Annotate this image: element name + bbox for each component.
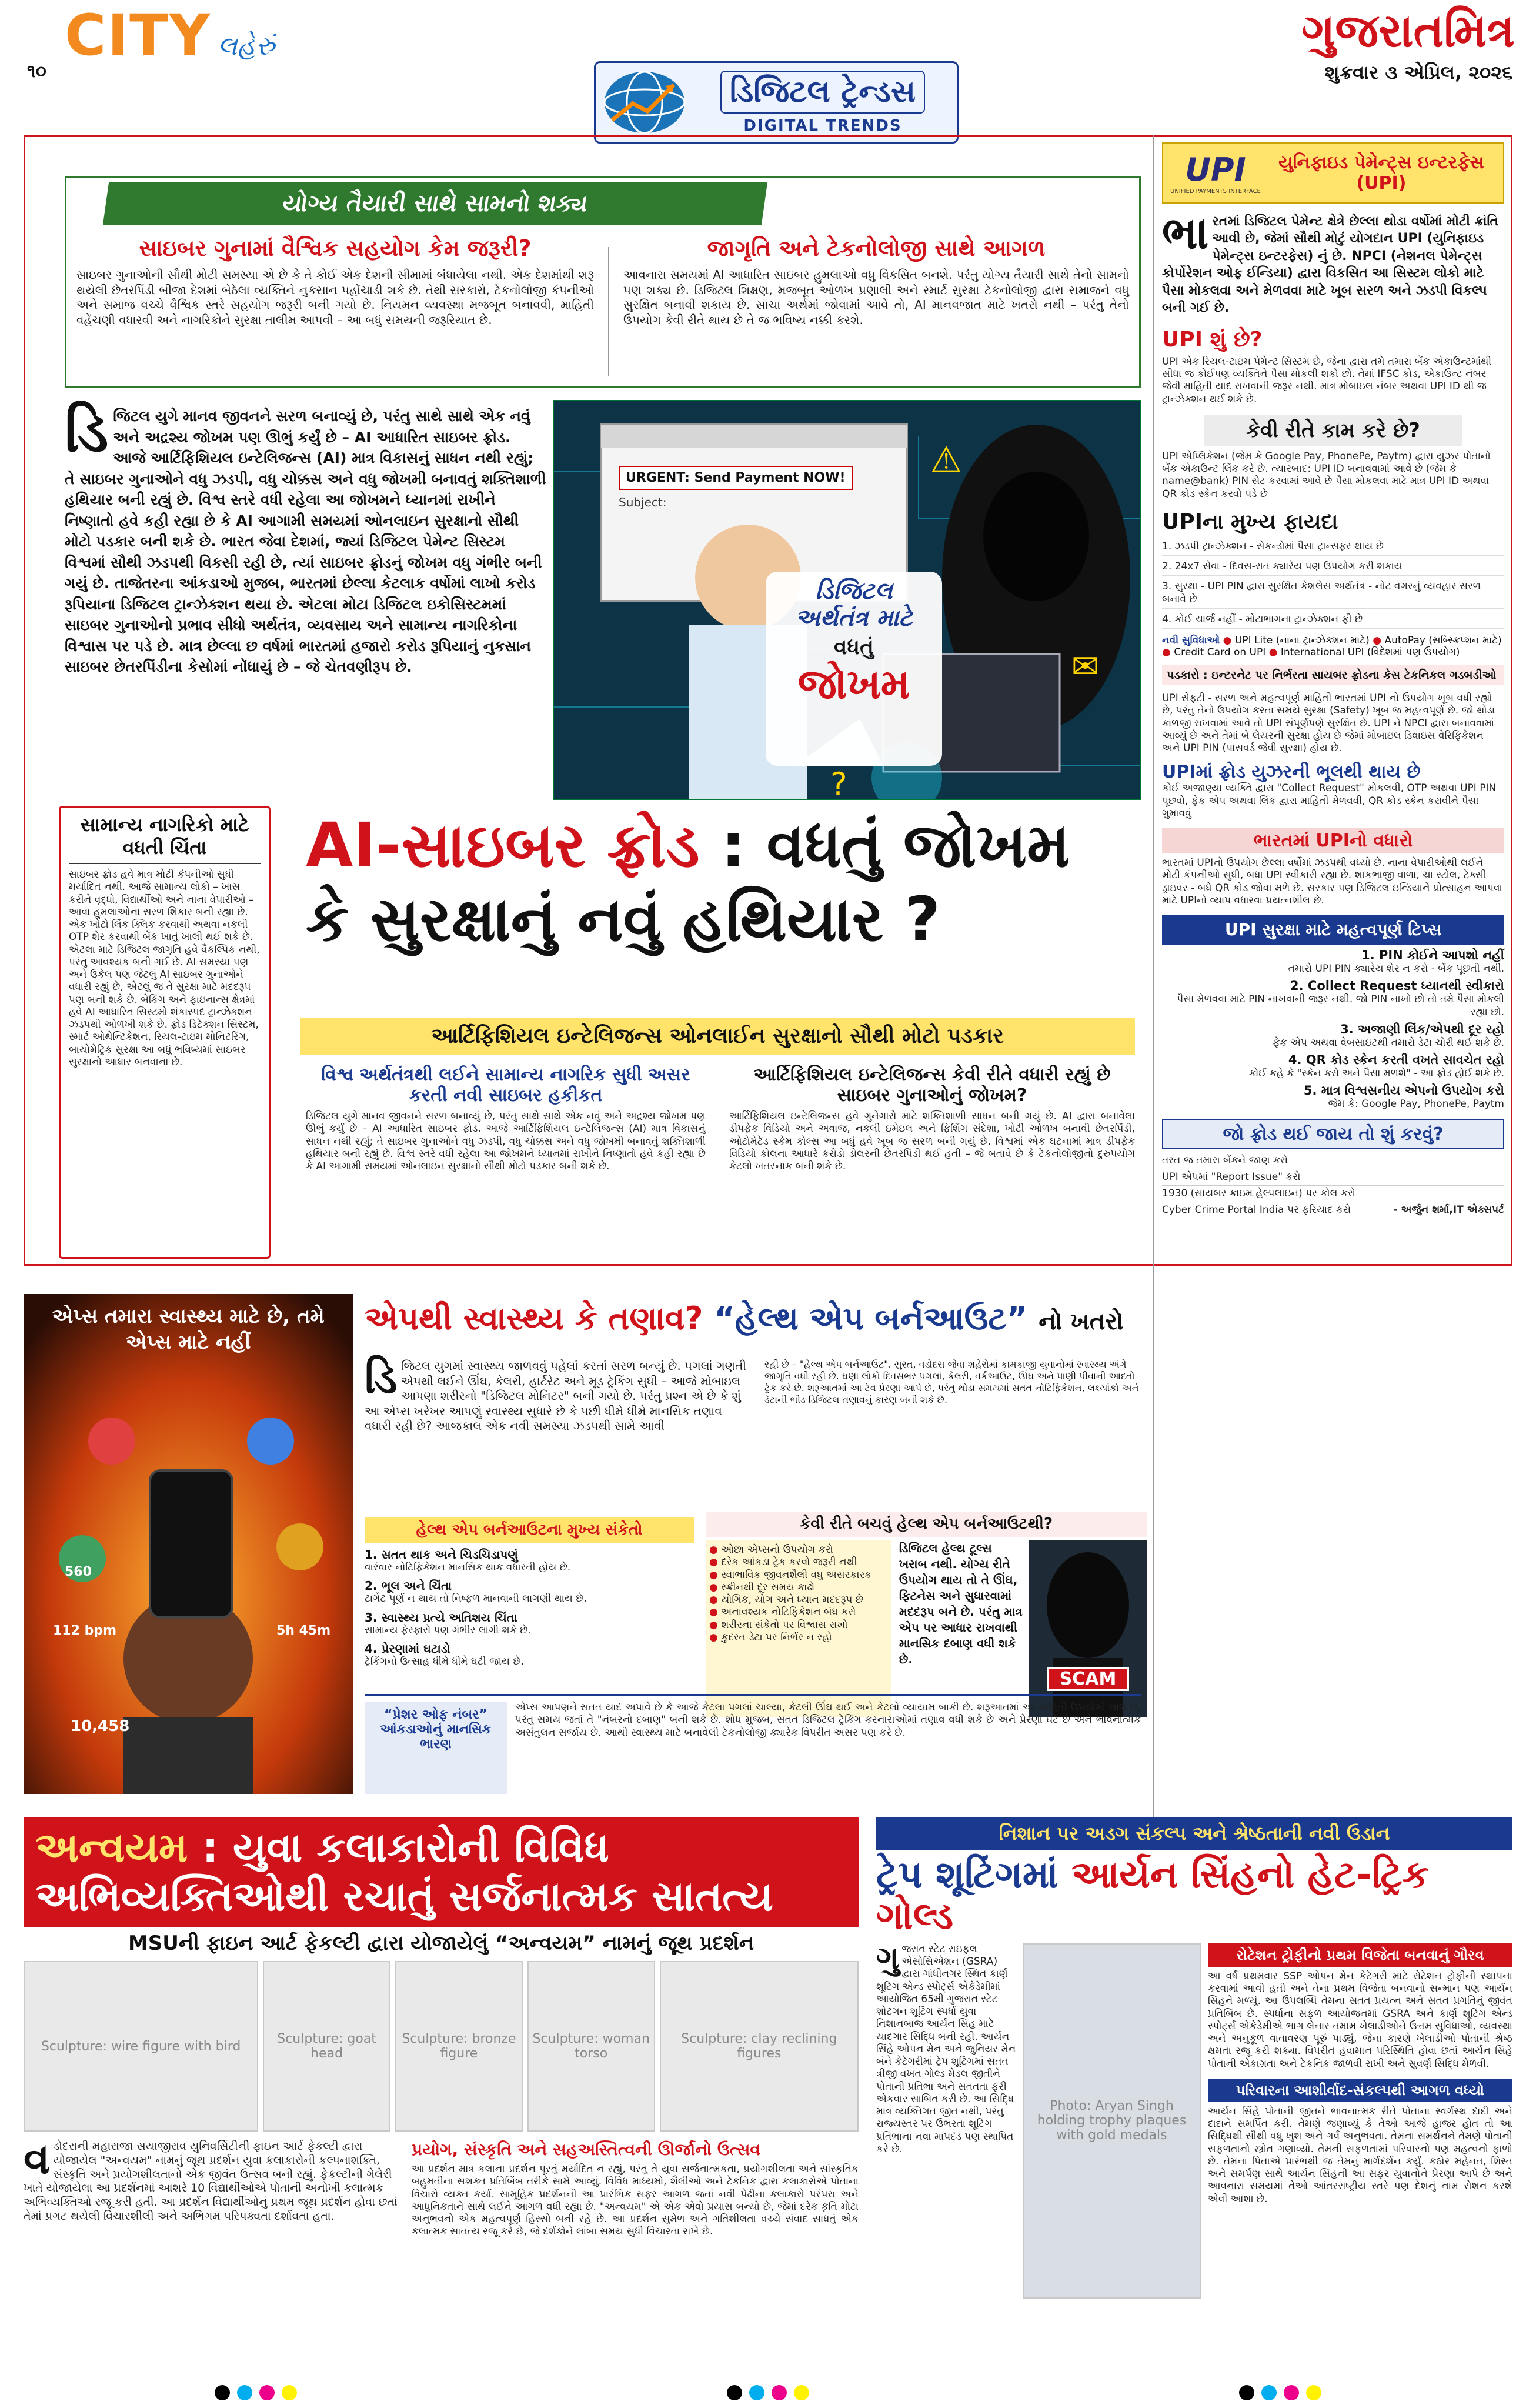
sign-item: 4. પ્રેરણામાં ઘટાડો ટ્રેકિંગનો ઉત્સાહ ધીમે ધીમે ઘટી જાય છે. — [365, 1641, 524, 1667]
health-body-left: ડિ જિટલ યુગમાં સ્વાસ્થ્ય જાળવવું પહેલાં કરતાં સરળ બન્યું છે. પગલાં ગણતી એપથી લઈને ઊંઘ, કેલરી, હાર્ટરેટ અને મૂડ ટ્રેકિંગ સુધી – આજે મોબાઇલ આપણા શરીરનો "ડિજિટલ મોનિટર" બની ગયો છે. પરંતુ પ્રશ્ન એ છે કે શું આ એપ્સ ખરેખર આપણું સ્વાસ્થ્ય સુધારે છે કે પછી ધીમે ધીમે માનસિક તણાવ વધારી રહી છે? આજકાલ એક નવી સમસ્યા ઝડપથી સામે આવી — [365, 1353, 747, 1433]
shooting-body: ગુ જરાત સ્ટેટ રાઇફલ એસોસિએશન (GSRA) દ્વારા ગાંધીનગર સ્થિત કાર્ણ શૂટિંગ એન્ડ સ્પોર્ટ્સ એકેડેમીમાં આયોજિત 65મી ગુજરાત સ્ટેટ શોટગન શૂટિંગ સ્પર્ધા યુવા નિશાનબાજ આર્યન સિંહ માટે યાદગાર સિદ્ધિ બની રહી. આર્યન સિંહે ઓપન મેન અને જુનિયર મેન બંને કેટેગરીમાં ટ્રેપ શૂટિંગમાં સતત ત્રીજી વખત ગોલ્ડ મેડલ જીતીને પોતાની પ્રતિભા અને સતતતા ફરી એકવાર સાબિત કરી છે. આ સિદ્ધિ માત્ર વ્યક્તિગત જીત નથી, પરંતુ રાજ્યસ્તર પર ઉભરતા શૂટિંગ પ્રતિભાના નવા માપદંડ પણ સ્થાપિત કરે છે. — [876, 1939, 1016, 2155]
stat-steps: 10,458 — [71, 1717, 130, 1735]
masthead — [0, 0, 1536, 135]
list-item: તરત જ તમારા બેંકને જાણ કરો — [1162, 1153, 1504, 1169]
col1-text: સાઇબર ગુનાઓની સૌથી મોટી સમસ્યા એ છે કે તે કોઈ એક દેશની સીમામાં બંધાયેલા નથી. એક દેશમાંથી શરૂ થયેલી છેતરપિંડી બીજા દેશમાં બેઠેલા વ્યક્તિને નુકસાન પહોંચાડી શકે છે. તેથી સરકારો, ટેકનોલોજી કંપનીઓ અને સમાજ વચ્ચે વૈશ્વિક સ્તરે સહયોગ જરૂરી બની ગયો છે. નિયમન વ્યવસ્થા મજબૂત બનાવવી, માહિતી વહેંચણી વધારવી અને નાગરિકોને સુરક્ષા તાલીમ આપવી – આ બધું સમયની જરૂરિયાત છે. — [76, 268, 594, 327]
upi-header — [1162, 142, 1504, 204]
art-subhead: MSUની ફાઇન આર્ટ ફેકલ્ટી દ્વારા યોજાયેલું “અન્વયમ” નામનું જૂથ પ્રદર્શન — [128, 1932, 754, 1955]
list-item: ● યોગિક, યોગ અને ધ્યાન મદદરૂપ છે — [709, 1594, 887, 1606]
health-avoid: કેવી રીતે બચવું હેલ્થ એપ બર્નઆઉટથી? ● ઓછા એપ્સનો ઉપયોગ કરો ● દરેક આંકડા ટ્રેક કરવો જરૂરી નથી ● સ્વાભાવિક જીવનશૈલી વધુ અસરકારક ● સ્ક્રીનથી દૂર સમય કાઢો ● યોગિક, યોગ અને ધ્યાન મદદરૂપ છે ● અનાવશ્યક નોટિફિકેશન બંધ કરો ● શરીરના સંકેતો પર વિશ્વાસ રાખો ● કુદરત ડેટા પર નિર્ભર ન રહો ડિજિટલ હેલ્થ ટૂલ્સ ખરાબ નથી. યોગ્ય રીતે ઉપયોગ થાય તો તે ઊંઘ, ફિટનેસ અને સુધારવામાં મદદરૂપ બને છે. પરંતુ માત્ર એપ પર આધાર રાખવાથી માનસિક દબાણ વધી શકે છે. SCAM — [706, 1512, 1147, 1717]
svg-text:?: ? — [830, 766, 847, 800]
upi-title: યુનિફાઇડ પેમેન્ટ્સ ઇન્ટરફેસ (UPI) — [1278, 152, 1484, 194]
col2-text: આવનારા સમયમાં AI આધારિત સાઇબર હુમલાઓ વધુ વિકસિત બનશે. પરંતુ યોગ્ય તૈયારી સાથે તેનો સામનો પણ શક્ય છે. ડિજિટલ શિક્ષણ, મજબૂત ઓળખ પ્રણાલી અને સ્માર્ટ સુરક્ષા ટેકનોલોજી દ્વારા સમાજને વધુ સુરક્ષિત બનાવી શકાય છે. સાચા અર્થમાં જોવામાં આવે તો, AI માનવજાત માટે ખતરો નથી – પરંતુ તેનો ઉપયોગ કેવી રીતે થાય છે તે જ ભવિષ્ય નક્કી કરશે. — [623, 268, 1129, 327]
health-note: ડિજિટલ હેલ્થ ટૂલ્સ ખરાબ નથી. યોગ્ય રીતે ઉપયોગ થાય તો તે ઊંઘ, ફિટનેસ અને સુધારવામાં મદદરૂપ બને છે. પરંતુ માત્ર એપ પર આધાર રાખવાથી માનસિક દબાણ વધી શકે છે. — [899, 1541, 1023, 1666]
upi-logo-sub: UNIFIED PAYMENTS INTERFACE — [1170, 188, 1261, 195]
intro-text: જિટલ યુગે માનવ જીવનને સરળ બનાવ્યું છે, પરંતુ સાથે સાથે એક નવું અને અદ્રશ્ય જોખમ પણ ઊભું કર્યું છે – AI આધારિત સાઇબર ફ્રોડ. આજે આર્ટિફિશિયલ ઇન્ટેલિજન્સ (AI) માત્ર વિકાસનું સાધન નથી રહ્યું; તે સાઇબર ગુનાઓને વધુ ઝડપી, વધુ ચોક્કસ અને વધુ જોખમી બનાવતું શક્તિશાળી હથિયાર બની રહ્યું છે. વિશ્વ સ્તરે વધી રહેલા આ જોખમને ધ્યાનમાં રાખીને નિષ્ણાતો હવે કહી રહ્યા છે કે AI આગામી સમયમાં ઓનલાઇન સુરક્ષાનો સૌથી મોટો પડકાર બની શકે છે. ભારત જેવા દેશમાં, જ્યાં ડિજિટલ પેમેન્ટ સિસ્ટમ વિશ્વમાં સૌથી ઝડપથી વિકસી રહી છે, ત્યાં સાઇબર ફ્રોડનું જોખમ વધુ ગંભીર બની ગયું છે. તાજેતરના આંકડાઓ મુજબ, ભારતમાં છેલ્લા કેટલાક વર્ષોમાં લાખો કરોડ રૂપિયાના ડિજિટલ ટ્રાન્ઝેક્શન થયા છે. એટલા મોટા ડિજિટલ ઇકોસિસ્ટમમાં સાઇબર ગુનાઓનો પ્રભાવ સીધો અર્થતંત્ર, વ્યવસાય અને સામાન્ય નાગરિકોના વિશ્વાસ પર પડે છે. માત્ર છેલ્લા છ વર્ષમાં ભારતમાં હજારો કરોડ રૂપિયાનું નુકસાન સાઇબર છેતરપિંડીના કેસોમાં નોંધાયું છે – જે ચેતવણીરૂપ છે. — [65, 408, 546, 675]
column-title-en: DIGITAL TRENDS — [743, 116, 902, 135]
sculpture-photo: Sculpture: bronze figure — [395, 1961, 523, 2132]
upi-how-text: UPI એપ્લિકેશન (જેમ કે Google Pay, PhonePe, Paytm) દ્વારા યુઝર પોતાનો બેંક એકાઉન્ટ લિંક કરે છે. ત્યારબાદ: UPI ID બનાવવામાં આવે છે (જેમ કે name@bank) PIN સેટ કરવામાં આવે છે પૈસા મોકલવા માટે માત્ર UPI ID અથવા QR કોડ સ્કેન કરવો પડે છે — [1162, 450, 1491, 500]
list-item: Cyber Crime Portal India પર ફરિયાદ કરો - અર્જુન શર્મા,IT એક્સપર્ટ — [1162, 1204, 1504, 1216]
top-banner: યોગ્ય તૈયારી સાથે સામનો શક્ય — [103, 182, 767, 225]
art-section — [24, 1817, 859, 2347]
art-sub2: પ્રયોગ, સંસ્કૃતિ અને સહઅસ્તિત્વની ઊર્જાનો ઉત્સવ આ પ્રદર્શન માત્ર કલાના પ્રદર્શન પૂરતું મર્યાદિત ન રહ્યું, પરંતુ તે યુવા સર્જનાત્મકતા, પ્રયોગશીલતા અને સાંસ્કૃતિક બહુમતીના સશક્ત પ્રતિબિંબ તરીકે સામે આવ્યું. વિવિધ માધ્યમો, શૈલીઓ અને ટેકનિક દ્વારા કલાકારોએ પોતાના વિચારો વ્યક્ત કર્યા. સામૂહિક પ્રદર્શનની આ પ્રારંભિક સફર આગળ જતાં નવી પેઢીના કલાકારો પરંપરા અને આધુનિકતાને સાથે લઈને આગળ વધી રહ્યા છે. "અન્વયમ" એ એક એવો પ્રયાસ બન્યો છે, જેમાં દરેક કૃતિ મોટા અનુભવનો એક મહત્વપૂર્ણ હિસ્સો બની રહે છે. આ પ્રદર્શન સુમેળ અને ગતિશીલતા વચ્ચે સંવાદ સાધતું એક કલાત્મક સાતત્ય રજૂ કરે છે, જે દર્શકોને લાંબા સમય સુધી વિચારતા રાખે છે. — [412, 2140, 859, 2238]
registration-strip — [0, 2382, 1536, 2406]
tip: 2. Collect Request ધ્યાનથી સ્વીકારો પૈસા મેળવવા માટે PIN નાખવાની જરૂર નથી. જો PIN નાખો છો તો તમે પૈસા મોકલી રહ્યા છો. — [1177, 979, 1504, 1018]
column-banner — [594, 61, 959, 144]
scam-graphic — [1029, 1540, 1147, 1717]
scam-label: SCAM — [1047, 1667, 1129, 1691]
svg-text:⚠: ⚠ — [930, 439, 962, 481]
shooting-section: નિશાન પર અડગ સંકલ્પ અને શ્રેષ્ઠતાની નવી ઉડાન ટ્રેપ શૂટિંગમાં આર્યન સિંહનો હેટ-ટ્રિક ગોલ્ડ ગુ જરાત સ્ટેટ રાઇફલ એસોસિએશન (GSRA) દ્વારા ગાંધીનગર સ્થિત કાર્ણ શૂટિંગ એન્ડ સ્પોર્ટ્સ એકેડેમીમાં આયોજિત 65મી ગુજરાત સ્ટેટ શોટગન શૂટિંગ સ્પર્ધા યુવા નિશાનબાજ આર્યન સિંહ માટે યાદગાર સિદ્ધિ બની રહી. આર્યન સિંહે ઓપન મેન અને જુનિયર મેન બંને કેટેગરીમાં ટ્રેપ શૂટિંગમાં સતત ત્રીજી વખત ગોલ્ડ મેડલ જીતીને પોતાની પ્રતિભા અને સતતતા ફરી એકવાર સાબિત કરી છે. આ સિદ્ધિ માત્ર વ્યક્તિગત જીત નથી, પરંતુ રાજ્યસ્તર પર ઉભરતા શૂટિંગ પ્રતિભાના નવા માપદંડ પણ સ્થાપિત કરે છે. Photo: Aryan Singh holding trophy plaques with gold medals રોટેશન ટ્રોફીનો પ્રથમ વિજેતા બનવાનું ગૌરવ આ વર્ષ પ્રથમવાર SSP ઓપન મેન કેટેગરી માટે રોટેશન ટ્રોફીની સ્થાપના કરવામાં આવી હતી અને તેના પ્રથમ વિજેતા બનવાનો સન્માન પણ આર્યન સિંહને મળ્યું. આ ઉપલબ્ધિ તેમના સતત પ્રયત્ન અને સતત પ્રગતિનું જીવંત પ્રતિબિંબ છે. સ્પર્ધાના સફળ આયોજનમાં GSRA અને કાર્ણ શૂટિંગ એન્ડ સ્પોર્ટ્સ એકેડેમીએ ભાગ લેનાર તમામ ખેલાડીઓને ઉત્તમ સુવિધાઓ, વ્યવસ્થા અને અનુકૂળ વાતાવરણ પૂરું પાડ્યું, જેના કારણે ખેલાડીઓ પોતાની શ્રેષ્ઠ ક્ષમતા રજૂ કરી શક્યા. વિપરીત હવામાન પરિસ્થિતિ હોવા છતાં આર્યન સિંહે પોતાની એકાગ્રતા અને ટેકનિક જાળવી રાખી અને સુવર્ણ સિદ્ધિ મેળવી. પરિવારના આશીર્વાદ-સંકલ્પથી આગળ વધ્યો આર્યન સિંહે પોતાની જીતને ભાવનાત્મક રીતે પોતાના સ્વર્ગસ્થ દાદી અને દાદાને સમર્પિત કરી. તેમણે જણાવ્યું કે તેઓ આજે હાજર હોત તો આ સિદ્ધિથી સૌથી વધુ ખુશ અને ગર્વ અનુભવતા. તેમના સમર્થનને તેમણે પોતાની સફળતાનો સ્ત્રોત ગણાવ્યો. તેમની સફળતામાં પરિવારનો પણ મહત્વનો ફાળો છે. તેમના પિતાએ પ્રારંભથી જ તેમનું માર્ગદર્શન કર્યું. કઠોર મહેનત, શિસ્ત અને સમર્પણ સાથે આર્યન સિંહની આ સફર યુવાનોને પ્રેરણા આપે છે અને આવનારા સમયમાં તેઓ આંતરરાષ્ટ્રીય સ્તરે પણ દેશનું નામ રોશન કરશે એવી આશા છે. — [876, 1817, 1512, 2347]
upi-growth-heading: ભારતમાં UPIનો વધારો — [1162, 828, 1504, 853]
health-image-caption: એપ્સ તમારા સ્વાસ્થ્ય માટે છે, તમે એપ્સ માટે નહીં — [52, 1305, 325, 1355]
upi-if-fraud-list — [1162, 1153, 1504, 1219]
sign-item: 1. સતત થાક અને ચિડચિડાપણું વારંવાર નોટિફિકેશન માનસિક થાક વધારતી હોય છે. — [365, 1547, 571, 1573]
headline-red: AI-સાઇબર ફ્રોડ — [306, 809, 700, 881]
registration-dots — [1236, 2385, 1325, 2403]
pressure-box: “પ્રેશર ઓફ નંબર” આંકડાઓનું માનસિક ભારણ એપ્સ આપણને સતત યાદ અપાવે છે કે આજે કેટલા પગલાં ચાલ્યા, કેટલી ઊંઘ થઈ અને કેટલો વ્યાયામ બાકી છે. શરૂઆતમાં આ માહિતી ઉપયોગી લાગે છે, પરંતુ સમય જતાં તે "નંબરનો દબાણ" બની શકે છે. શોધ મુજબ, સતત ડિજિટલ ટ્રેકિંગ કરનારાઓમાં તણાવ વધી શકે છે અને પ્રેરણા ઘટે છે અને ભાવનાત્મક અસંતુલન સર્જાય છે. આથી સ્વાસ્થ્ય માટે બનાવેલી ટેકનોલોજી ક્યારેક વિપરીત અસર પણ કરે છે. — [365, 1694, 1141, 1794]
common-citizens-box — [59, 806, 271, 1259]
upi-safety: UPI સેફ્ટી - સરળ અને મહત્વપૂર્ણ માહિતી ભારતમાં UPI નો ઉપયોગ ખૂબ વધી રહ્યો છે, પરંતુ તેનો ઉપયોગ કરતા સમયે સુરક્ષા (Safety) ખૂબ જ મહત્વપૂર્ણ છે. જો થોડા કાળજી રાખવામાં આવે તો UPI સંપૂર્ણપણે સુરક્ષિત છે. UPI ને NPCI દ્વારા બનાવવામાં આવ્યું છે અને તેમાં બે લેયરની સુરક્ષા હોય છે જેમાં મોબાઇલ ડિવાઇસ વેરિફિકેશન અને UPI PIN (પાસવર્ડ જેવી સુરક્ષા) હોય છે. — [1162, 692, 1495, 755]
col-global-cooperation — [76, 235, 594, 328]
stat-sleep: 5h 45m — [276, 1623, 331, 1638]
upi-tips-heading: UPI સુરક્ષા માટે મહત્વપૂર્ણ ટિપ્સ — [1162, 915, 1504, 945]
registration-dots — [723, 2385, 813, 2403]
col-awareness — [623, 235, 1129, 328]
upi-benefits-heading: UPIના મુખ્ય ફાયદા — [1162, 509, 1338, 534]
hero-image — [553, 400, 1141, 800]
email-subject: URGENT: Send Payment NOW! — [619, 466, 853, 490]
health-signs: હેલ્થ એપ બર્નઆઉટના મુખ્ય સંકેતો 1. સતત થાક અને ચિડચિડાપણું વારંવાર નોટિફિકેશન માનસિક થાક વધારતી હોય છે. 2. ભૂલ અને ચિંતા ટાર્ગેટ પૂર્ણ ન થાય તો નિષ્ફળ માનવાની લાગણી થાય છે. 3. સ્વાસ્થ્ય પ્રત્યે અતિશય ચિંતા સામાન્ય ફેરફારો પણ ગંભીર લાગી શકે છે. 4. પ્રેરણામાં ઘટાડો ટ્રેકિંગનો ઉત્સાહ ધીમે ધીમે ઘટી જાય છે. — [365, 1517, 694, 1668]
col1-heading: સાઇબર ગુનામાં વૈશ્વિક સહયોગ કેમ જરૂરી? — [139, 235, 532, 261]
main-headline — [306, 809, 1141, 956]
sculpture-photo: Sculpture: wire figure with bird — [24, 1961, 258, 2132]
intro-article — [65, 399, 547, 678]
upi-column — [1153, 135, 1512, 1817]
stat-heart: 112 bpm — [53, 1623, 117, 1638]
upi-new-features: નવી સુવિધાઓ ● UPI Lite (નાના ટ્રાન્ઝેક્શન માટે) ● AutoPay (સબ્સ્ક્રિપ્શન માટે) ● Credit Card on UPI ● International UPI (વિદેશમાં પણ ઉપયોગ) — [1162, 635, 1504, 658]
issue-date: શુક્રવાર ૩ એપ્રિલ, ૨૦૨૬ — [1324, 61, 1512, 84]
aryan-photo: Photo: Aryan Singh holding trophy plaques with gold medals — [1023, 1943, 1201, 2299]
tip: 4. QR કોડ સ્કેન કરતી વખતે સાવચેત રહો કોઈ કહે કે "સ્કેન કરો અને પૈસા મળશે" - આ ફ્રોડ હોઈ શકે છે. — [1248, 1053, 1504, 1080]
tip: 3. અજાણી લિંક/એપથી દૂર રહો ફેક એપ અથવા વેબસાઇટથી તમારો ડેટા ચોરી થઈ શકે છે. — [1273, 1022, 1504, 1049]
upi-if-fraud-heading: જો ફ્રોડ થઈ જાય તો શું કરવું? — [1162, 1119, 1504, 1149]
health-title: એપથી સ્વાસ્થ્ય કે તણાવ? “હેલ્થ એપ બર્નઆઉટ” નો ખતરો — [365, 1300, 1124, 1337]
list-item: ● સ્વાભાવિક જીવનશૈલી વધુ અસરકારક — [709, 1569, 887, 1582]
col2-heading: જાગૃતિ અને ટેકનોલોજી સાથે આગળ — [707, 235, 1046, 261]
headline-strap: આર્ટિફિશિયલ ઇન્ટેલિજન્સ ઓનલાઈન સુરક્ષાનો સૌથી મોટો પડકાર — [300, 1018, 1135, 1055]
upi-challenges: પડકારો : ઇન્ટરનેટ પર નિર્ભરતા સાયબર ફ્રોડના કેસ ટેકનિકલ ગડબડીઓ — [1162, 665, 1504, 685]
paper-name: ગુજરાતમિત્ર — [1301, 5, 1515, 58]
health-body-right: રહી છે – "હેલ્થ એપ બર્નઆઉટ". સુરત, વડોદરા જેવા શહેરોમાં કામકાજી યુવાનોમાં સ્વાસ્થ્ય અંગે જાગૃતિ વધી રહી છે. ઘણા લોકો દિવસભર પગલાં, કેલરી, વર્કઆઉટ, ઊંઘ અને પાણી પીવાની આદતો ટ્રેક કરે છે. શરૂઆતમાં આ ટેવ પ્રેરણા આપે છે, પરંતુ થોડા સમયમાં સતત નોટિફિકેશન, લક્ષ્યાંકો અને ડેટાની ભીડ ડિજિટલ તણાવનું કારણ બની શકે છે. — [764, 1359, 1139, 1405]
sign-item: 2. ભૂલ અને ચિંતા ટાર્ગેટ પૂર્ણ ન થાય તો નિષ્ફળ માનવાની લાગણી થાય છે. — [365, 1579, 587, 1605]
page-number: ૧૦ — [27, 61, 46, 82]
column-title-gu: ડિજિટલ ટ્રેન્ડસ — [720, 71, 925, 114]
sculpture-photo: Sculpture: goat head — [263, 1961, 390, 2132]
list-item: UPI એપમાં "Report Issue" કરો — [1162, 1169, 1504, 1186]
list-item: ● કુદરત ડેટા પર નિર્ભર ન રહો — [709, 1632, 887, 1644]
common-heading: સામાન્ય નાગરિકો માટે વધતી ચિંતા — [69, 813, 261, 864]
shooting-headline: ટ્રેપ શૂટિંગમાં આર્યન સિંહનો હેટ-ટ્રિક ગોલ્ડ — [876, 1853, 1429, 1939]
upi-tips — [1162, 948, 1504, 1111]
list-item: ● અનાવશ્યક નોટિફિકેશન બંધ કરો — [709, 1606, 887, 1619]
shooting-kicker: નિશાન પર અડગ સંકલ્પ અને શ્રેષ્ઠતાની નવી ઉડાન — [876, 1817, 1512, 1850]
intro-dropcap: ડિ — [65, 399, 109, 465]
sub-right: આર્ટિફિશિયલ ઇન્ટેલિજન્સ કેવી રીતે વધારી રહ્યું છે સાઇબર ગુનાઓનું જોખમ? આર્ટિફિશિયલ ઇન્ટેલિજન્સ હવે ગુનેગારો માટે શક્તિશાળી સાધન બની ગયું છે. AI દ્વારા બનાવેલા ડીપફેક વિડિયો અને અવાજ, નકલી ઇમેઇલ અને ફિશિંગ સંદેશા, ખોટી ઓળખ બનાવી છેતરપિંડી, ઓટોમેટેડ સ્કેમ કોલ્સ આ બધું હવે ખૂબ જ સરળ બની ગયું છે. વિશ્વમાં એક ઘટનામાં માત્ર ડીપફેક વિડિયો કોલના આધારે કરોડો ડોલરની છેતરપિંડી થઈ હતી – જે બતાવે છે કે ટેકનોલોજીનો દુરુપયોગ કેટલો ખતરનાક બની શકે છે. — [729, 1065, 1135, 1172]
email-subject-label: Subject: — [619, 495, 667, 509]
list-item: 2. 24x7 સેવા - દિવસ-રાત ક્યારેય પણ ઉપયોગ કરી શકાય — [1162, 558, 1504, 576]
stat-calories: 560 — [65, 1565, 92, 1579]
art-body: વ ડોદરાની મહારાજા સયાજીરાવ યુનિવર્સિટીની ફાઇન આર્ટ ફેકલ્ટી દ્વારા યોજાયેલ "અન્વયમ" નામનું જૂથ પ્રદર્શન યુવા કલાકારોની કલ્પનાશક્તિ, સંસ્કૃતિ અને પ્રયોગશીલતાનો એક જીવંત ઉત્સવ બની રહ્યું. ફેકલ્ટીની ગેલેરી ખાતે યોજાયેલા આ પ્રદર્શનમાં આશરે 10 વિદ્યાર્થીઓએ પોતાની અનોખી કલાત્મક અભિવ્યક્તિઓ રજૂ કરી હતી. આ પ્રદર્શન વિદ્યાર્થીઓનું પ્રથમ જૂથ પ્રદર્શન હોવા છતાં તેમાં પ્રગટ થયેલી વિચારશીલી અને અભિગમ પરિપક્વતા દર્શાવતા હતા. — [24, 2134, 398, 2223]
upi-growth-text: ભારતમાં UPIનો ઉપયોગ છેલ્લા વર્ષોમાં ઝડપથી વધ્યો છે. નાના વેપારીઓથી લઈને મોટી કંપનીઓ સુધી, બધા UPI સ્વીકારી રહ્યા છે. શાકભાજી વાળા, ચા સ્ટોલ, ટેક્સી ડ્રાઇવર - બધે QR કોડ જોવા મળે છે. સરકાર પણ ડિજિટલ ઇન્ડિયાને પ્રોત્સાહન આપવા માટે UPIનો વ્યાપ વધારવા પ્રયત્નશીલ છે. — [1162, 857, 1502, 906]
sign-item: 3. સ્વાસ્થ્ય પ્રત્યે અતિશય ચિંતા સામાન્ય ફેરફારો પણ ગંભીર લાગી શકે છે. — [365, 1610, 531, 1636]
art-photos — [24, 1961, 859, 2132]
headline-black: : વધતું જોખમ — [721, 809, 1070, 881]
hero-overlay: ડિજિટલ અર્થતંત્ર માટે વધતું જોખમ — [766, 572, 942, 766]
col-divider — [608, 247, 609, 376]
list-item: ● દરેક આંકડા ટ્રેક કરવો જરૂરી નથી — [709, 1556, 887, 1569]
list-item: 4. કોઈ ચાર્જ નહીં - મોટાભાગના ટ્રાન્ઝેક્શન ફ્રી છે — [1162, 611, 1504, 629]
svg-text:✉: ✉ — [1071, 648, 1099, 686]
upi-fraud-heading: UPIમાં ફ્રોડ યુઝરની ભૂલથી થાય છે — [1162, 762, 1421, 783]
digital-globe-icon — [600, 67, 689, 138]
upi-what-heading: UPI શું છે? — [1162, 327, 1263, 352]
list-item: ● ઓછા એપ્સનો ઉપયોગ કરો — [709, 1544, 887, 1556]
sub-left: વિશ્વ અર્થતંત્રથી લઈને સામાન્ય નાગરિક સુધી અસર કરતી નવી સાઇબર હકીકત ડિજિટલ યુગે માનવ જીવનને સરળ બનાવ્યું છે, પરંતુ સાથે સાથે એક નવું અને અદ્રશ્ય જોખમ પણ ઊભું કર્યું છે – AI આધારિત સાઇબર ફ્રોડ. આજે આર્ટિફિશિયલ ઇન્ટેલિજન્સ (AI) માત્ર વિકાસનું સાધન નથી રહ્યું; તે સાઇબર ગુનાઓને વધુ ઝડપી, વધુ ચોક્કસ અને વધુ જોખમી બનાવતું શક્તિશાળી હથિયાર બની રહ્યું છે. વિશ્વ સ્તરે વધી રહેલા આ જોખમને ધ્યાનમાં રાખીને નિષ્ણાતો હવે કહી રહ્યા છે કે AI આગામી સમયમાં ઓનલાઇન સુરક્ષાનો સૌથી મોટો પડકાર બની શકે છે. — [306, 1065, 706, 1172]
upi-how-heading: કેવી રીતે કામ કરે છે? — [1204, 415, 1462, 446]
byline: - અર્જુન શર્મા,IT એક્સપર્ટ — [1393, 1204, 1504, 1216]
upi-logo: UPI — [1185, 151, 1246, 188]
list-item: ● શરીરના સંકેતો પર વિશ્વાસ રાખો — [709, 1619, 887, 1632]
upi-what-text: UPI એક રિયલ-ટાઇમ પેમેન્ટ સિસ્ટમ છે, જેના દ્વારા તમે તમારા બેંક એકાઉન્ટમાંથી સીધા જ કોઈપણ વ્યક્તિને પૈસા મોકલી શકો છો. તેમાં IFSC કોડ, એકાઉન્ટ નંબર જેવી માહિતી યાદ રાખવાની જરૂર નથી. માત્ર મોબાઇલ નંબર અથવા UPI ID થી જ ટ્રાન્ઝેક્શન થઈ શકે છે. — [1162, 355, 1492, 405]
common-text: સાઇબર ફ્રોડ હવે માત્ર મોટી કંપનીઓ સુધી મર્યાદિત નથી. આજે સામાન્ય લોકો – ખાસ કરીને વૃદ્ધો, વિદ્યાર્થીઓ અને નાના વેપારીઓ – આવા હુમલાઓના સરળ શિકાર બની રહ્યા છે. એક ખોટો લિંક ક્લિક કરવાથી અથવા નકલી OTP શેર કરવાથી બેંક ખાતું ખાલી થઈ શકે છે. એટલા માટે ડિજિટલ જાગૃતિ હવે વૈકલ્પિક નથી, પરંતુ આવશ્યક બની ગઈ છે. AI સમસ્યા પણ અને ઉકેલ પણ જેટલું AI સાઇબર ગુનાઓને વધારી રહ્યું છે, એટલું જ તે સુરક્ષા માટે મદદરૂપ પણ બની શકે છે. બેંકિંગ અને ફાઇનાન્સ ક્ષેત્રમાં હવે AI આધારિત સિસ્ટમો શંકાસ્પદ ટ્રાન્ઝેક્શન ઝડપથી ઓળખી શકે છે. ફ્રોડ ડિટેક્શન સિસ્ટમ, સ્માર્ટ ઓથેન્ટિકેશન, રિયલ-ટાઇમ મોનિટરિંગ, બાયોમેટ્રિક સુરક્ષા આ બધું ભવિષ્યમાં સાઇબર સુરક્ષાનો આધાર બનવાના છે. — [69, 869, 260, 1068]
sculpture-photo: Sculpture: clay reclining figures — [660, 1961, 859, 2132]
list-item: ● સ્ક્રીનથી દૂર સમય કાઢો — [709, 1582, 887, 1594]
upi-benefits-list — [1162, 538, 1504, 629]
list-item: 3. સુરક્ષા - UPI PIN દ્વારા સુરક્ષિત કેશલેસ અર્થતંત્ર - નોટ વગરનું વ્યવહાર સરળ બનાવે છે — [1162, 578, 1504, 609]
list-item: 1. ઝડપી ટ્રાન્ઝેક્શન - સેકન્ડોમાં પૈસા ટ્રાન્સફર થાય છે — [1162, 538, 1504, 556]
health-image — [24, 1294, 353, 1794]
avoid-list — [706, 1540, 891, 1717]
section-logo: CITY લહેરું — [65, 2, 275, 68]
list-item: 1930 (સાયબર ક્રાઇમ હેલ્પલાઇન) પર કોલ કરો — [1162, 1186, 1504, 1202]
headline-line2: કે સુરક્ષાનું નવું હથિયાર ? — [306, 883, 940, 956]
registration-dots — [211, 2385, 300, 2403]
sculpture-photo: Sculpture: woman torso — [527, 1961, 655, 2132]
upi-intro: ભા રતમાં ડિજિટલ પેમેન્ટ ક્ષેત્રે છેલ્લા થોડા વર્ષોમાં મોટી ક્રાંતિ આવી છે, જેમાં સૌથી મોટું યોગદાન UPI (યુનિફાઇડ પેમેન્ટ્સ ઇન્ટરફેસ) નું છે. NPCI (નેશનલ પેમેન્ટ્સ કોર્પોરેશન ઓફ ઈન્ડિયા) દ્વારા વિકસિત આ સિસ્ટમ લોકો માટે પૈસા મોકલવા અને મેળવવા માટે ખૂબ સરળ અને ઝડપી વિકલ્પ બની ગઈ છે. — [1162, 206, 1499, 316]
tip: 1. PIN કોઈને આપશો નહીં તમારો UPI PIN ક્યારેય શેર ન કરો - બેંક પૂછતી નથી. — [1288, 948, 1504, 975]
upi-fraud-text: કોઈ અજાણ્યા વ્યક્તિ દ્વારા "Collect Request" મોકલવી, OTP અથવા UPI PIN પૂછવો, ફેક એપ અથવા લિંક દ્વારા માહિતી મેળવવી, QR કોડ સ્કેન કરાવીને પૈસા ગુમાવવું — [1162, 782, 1497, 819]
art-headline: અન્વયમ : યુવા કલાકારોની વિવિધ અભિવ્યક્તિઓથી રચાતું સર્જનાત્મક સાતત્ય — [24, 1817, 859, 1927]
tip: 5. માત્ર વિશ્વસનીય એપનો ઉપયોગ કરો જેમ કે: Google Pay, PhonePe, Paytm — [1303, 1083, 1504, 1110]
